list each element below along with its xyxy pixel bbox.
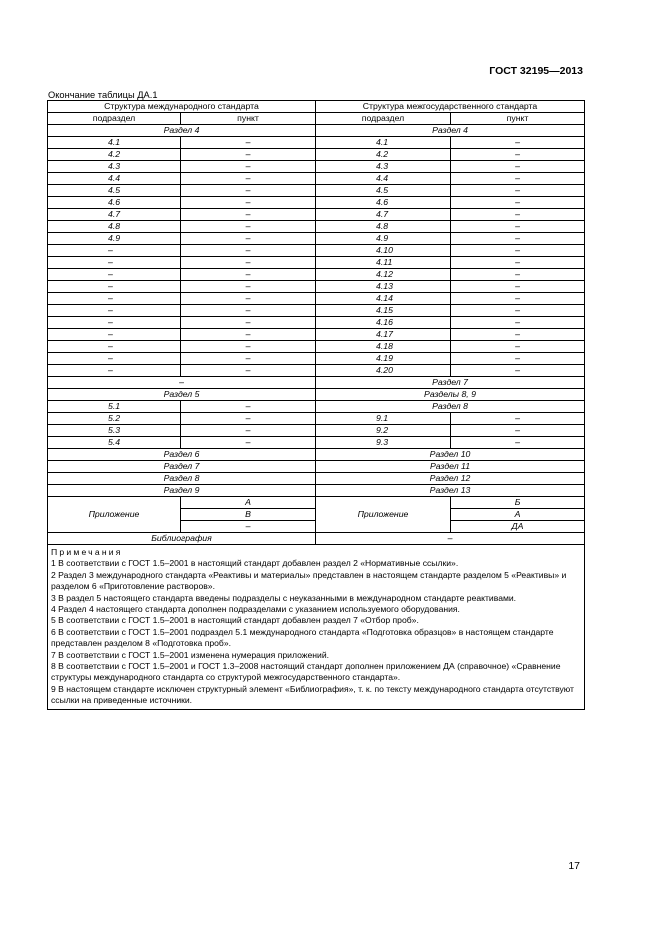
- inter-point-cell: –: [451, 185, 585, 197]
- inter-point-cell: –: [451, 293, 585, 305]
- inter-sub-cell: 4.16: [316, 317, 451, 329]
- table-caption: Окончание таблицы ДА.1: [48, 90, 158, 100]
- section-cell: Раздел 8: [316, 401, 585, 413]
- section-cell: Раздел 7: [48, 461, 316, 473]
- inter-sub-cell: 4.11: [316, 257, 451, 269]
- inter-sub-cell: 4.14: [316, 293, 451, 305]
- intl-point-cell: –: [181, 317, 316, 329]
- note-item: 7 В соответствии с ГОСТ 1.5–2001 изменена нумерация приложений.: [51, 649, 330, 660]
- inter-sub-cell: 4.18: [316, 341, 451, 353]
- table-row: [48, 185, 585, 197]
- intl-point-cell: –: [181, 269, 316, 281]
- inter-sub-cell: 4.19: [316, 353, 451, 365]
- section-cell: Разделы 8, 9: [316, 389, 585, 401]
- inter-sub-cell: 9.1: [316, 413, 451, 425]
- inter-sub-cell: 4.7: [316, 209, 451, 221]
- intl-appendix-cell: –: [181, 521, 316, 533]
- intl-sub-cell: 4.1: [48, 137, 181, 149]
- table-row: [48, 461, 585, 473]
- inter-sub-cell: 4.1: [316, 137, 451, 149]
- inter-sub-cell: 4.8: [316, 221, 451, 233]
- header-row: [48, 101, 585, 113]
- intl-sub-cell: –: [48, 317, 181, 329]
- inter-sub-cell: 4.10: [316, 245, 451, 257]
- inter-structure-header: Структура межгосударственного стандарта: [316, 101, 585, 113]
- intl-point-cell: –: [181, 185, 316, 197]
- inter-point-cell: –: [451, 233, 585, 245]
- note-item: 4 Раздел 4 настоящего стандарта дополнен подразделами с указанием используемого оборудования.: [51, 604, 460, 615]
- intl-point-cell: –: [181, 233, 316, 245]
- table-row: [48, 209, 585, 221]
- table-row: [48, 293, 585, 305]
- inter-point-cell: –: [451, 209, 585, 221]
- inter-point-cell: –: [451, 269, 585, 281]
- inter-point-cell: –: [451, 137, 585, 149]
- table-row: [48, 449, 585, 461]
- intl-point-cell: –: [181, 437, 316, 449]
- table-row: [48, 533, 585, 545]
- inter-point-cell: –: [451, 197, 585, 209]
- table-row: [48, 269, 585, 281]
- intl-point-cell: –: [181, 401, 316, 413]
- section-cell: Раздел 9: [48, 485, 316, 497]
- inter-point-cell: –: [451, 281, 585, 293]
- intl-sub-cell: 4.7: [48, 209, 181, 221]
- notes-row: [48, 545, 585, 710]
- appendix-row: [48, 497, 585, 509]
- table-row: [48, 197, 585, 209]
- intl-sub-cell: 4.2: [48, 149, 181, 161]
- intl-sub-cell: 5.2: [48, 413, 181, 425]
- table-row: [48, 257, 585, 269]
- section-cell: Раздел 7: [316, 377, 585, 389]
- intl-point-header: пункт: [181, 113, 316, 125]
- section-cell: Раздел 13: [316, 485, 585, 497]
- inter-point-cell: –: [451, 149, 585, 161]
- inter-sub-cell: 4.20: [316, 365, 451, 377]
- section-cell: Раздел 8: [48, 473, 316, 485]
- inter-point-cell: –: [451, 425, 585, 437]
- note-item: 3 В раздел 5 настоящего стандарта введены подразделы с неуказанными в международном стандарте реактивами.: [51, 592, 517, 603]
- note-item: 8 В соответствии с ГОСТ 1.5–2001 и ГОСТ 1.3–2008 настоящий стандарт дополнен приложением ДА (справочное) «Сравнение структуры международного стандарта со структурой межгосударственного стандарта».: [51, 661, 561, 683]
- inter-appendix-cell: А: [451, 509, 585, 521]
- table-row: [48, 413, 585, 425]
- intl-sub-cell: 5.3: [48, 425, 181, 437]
- inter-point-cell: –: [451, 161, 585, 173]
- inter-sub-header: подраздел: [316, 113, 451, 125]
- section-cell: Раздел 5: [48, 389, 316, 401]
- inter-point-cell: –: [451, 257, 585, 269]
- intl-sub-cell: 4.4: [48, 173, 181, 185]
- appendix-label: Приложение: [316, 497, 451, 533]
- intl-point-cell: –: [181, 413, 316, 425]
- intl-sub-cell: –: [48, 257, 181, 269]
- notes-title: Примечания: [51, 547, 123, 557]
- intl-sub-cell: –: [48, 329, 181, 341]
- inter-point-cell: –: [451, 317, 585, 329]
- appendix-label: Приложение: [48, 497, 181, 533]
- inter-sub-cell: 4.12: [316, 269, 451, 281]
- intl-sub-cell: 4.8: [48, 221, 181, 233]
- notes-list: [51, 558, 581, 706]
- inter-point-cell: –: [451, 413, 585, 425]
- table-row: [48, 377, 585, 389]
- intl-sub-cell: 4.6: [48, 197, 181, 209]
- document-number: ГОСТ 32195—2013: [489, 65, 583, 77]
- intl-point-cell: –: [181, 173, 316, 185]
- bibliography-cell: Библиография: [48, 533, 316, 545]
- inter-point-cell: –: [451, 245, 585, 257]
- inter-appendix-cell: ДА: [451, 521, 585, 533]
- inter-point-cell: –: [451, 173, 585, 185]
- section-cell: Раздел 4: [316, 125, 585, 137]
- inter-sub-cell: 4.9: [316, 233, 451, 245]
- intl-point-cell: –: [181, 161, 316, 173]
- inter-sub-cell: 9.2: [316, 425, 451, 437]
- subheader-row: [48, 113, 585, 125]
- inter-point-header: пункт: [451, 113, 585, 125]
- section-cell: Раздел 10: [316, 449, 585, 461]
- table-row: [48, 473, 585, 485]
- inter-point-cell: –: [451, 437, 585, 449]
- table-row: [48, 485, 585, 497]
- intl-sub-cell: –: [48, 281, 181, 293]
- intl-point-cell: –: [181, 353, 316, 365]
- intl-point-cell: –: [181, 209, 316, 221]
- intl-sub-cell: –: [48, 269, 181, 281]
- intl-point-cell: –: [181, 221, 316, 233]
- table-row: [48, 341, 585, 353]
- section-cell: Раздел 4: [48, 125, 316, 137]
- intl-structure-header: Структура международного стандарта: [48, 101, 316, 113]
- inter-sub-cell: 4.2: [316, 149, 451, 161]
- note-item: 2 Раздел 3 международного стандарта «Реактивы и материалы» представлен в настоящем стандарте разделом 5 «Реактивы» и разделом 6 «Приготовление растворов».: [51, 569, 567, 592]
- table-row: [48, 305, 585, 317]
- intl-sub-cell: –: [48, 305, 181, 317]
- intl-sub-cell: 4.9: [48, 233, 181, 245]
- bibliography-cell: –: [316, 533, 585, 545]
- intl-sub-cell: –: [48, 353, 181, 365]
- section-cell: –: [48, 377, 316, 389]
- table-row: [48, 329, 585, 341]
- intl-point-cell: –: [181, 137, 316, 149]
- table-row: [48, 389, 585, 401]
- note-item: 5 В соответствии с ГОСТ 1.5–2001 в настоящий стандарт добавлен раздел 7 «Отбор проб».: [51, 615, 419, 626]
- intl-sub-header: подраздел: [48, 113, 181, 125]
- inter-sub-cell: 4.6: [316, 197, 451, 209]
- intl-appendix-cell: A: [181, 497, 316, 509]
- table-row: [48, 281, 585, 293]
- inter-sub-cell: 4.3: [316, 161, 451, 173]
- intl-sub-cell: –: [48, 365, 181, 377]
- intl-sub-cell: –: [48, 293, 181, 305]
- intl-point-cell: –: [181, 245, 316, 257]
- intl-sub-cell: 4.3: [48, 161, 181, 173]
- table-row: [48, 353, 585, 365]
- section-cell: Раздел 12: [316, 473, 585, 485]
- inter-sub-cell: 4.15: [316, 305, 451, 317]
- intl-point-cell: –: [181, 197, 316, 209]
- inter-sub-cell: 9.3: [316, 437, 451, 449]
- intl-point-cell: –: [181, 341, 316, 353]
- intl-point-cell: –: [181, 293, 316, 305]
- intl-sub-cell: 5.1: [48, 401, 181, 413]
- inter-point-cell: –: [451, 329, 585, 341]
- section-cell: Раздел 6: [48, 449, 316, 461]
- table-row: [48, 137, 585, 149]
- table-row: [48, 173, 585, 185]
- inter-sub-cell: 4.17: [316, 329, 451, 341]
- table-row: [48, 401, 585, 413]
- intl-sub-cell: –: [48, 341, 181, 353]
- table-row: [48, 425, 585, 437]
- table-row: [48, 149, 585, 161]
- intl-point-cell: –: [181, 329, 316, 341]
- note-item: 1 В соответствии с ГОСТ 1.5–2001 в настоящий стандарт добавлен раздел 2 «Нормативные ссылки».: [51, 558, 459, 569]
- intl-appendix-cell: B: [181, 509, 316, 521]
- table-row: [48, 161, 585, 173]
- note-item: 6 В соответствии с ГОСТ 1.5–2001 подраздел 5.1 международного стандарта «Подготовка образцов» в настоящем стандарте представлен разделом 8 «Подготовка проб».: [51, 626, 554, 649]
- section-cell: Раздел 11: [316, 461, 585, 473]
- intl-point-cell: –: [181, 281, 316, 293]
- intl-point-cell: –: [181, 305, 316, 317]
- table-row: [48, 221, 585, 233]
- inter-appendix-cell: Б: [451, 497, 585, 509]
- note-item: 9 В настоящем стандарте исключен структурный элемент «Библиография», т. к. по тексту международного стандарта отсутствуют ссылки на приведенные источники.: [51, 683, 574, 706]
- table-row: [48, 317, 585, 329]
- table-row: [48, 437, 585, 449]
- inter-point-cell: –: [451, 365, 585, 377]
- table-row: [48, 125, 585, 137]
- table-row: [48, 365, 585, 377]
- table-row: [48, 233, 585, 245]
- intl-point-cell: –: [181, 425, 316, 437]
- inter-point-cell: –: [451, 341, 585, 353]
- table-row: [48, 245, 585, 257]
- intl-sub-cell: 5.4: [48, 437, 181, 449]
- intl-sub-cell: 4.5: [48, 185, 181, 197]
- inter-point-cell: –: [451, 221, 585, 233]
- intl-point-cell: –: [181, 365, 316, 377]
- inter-point-cell: –: [451, 353, 585, 365]
- intl-point-cell: –: [181, 257, 316, 269]
- intl-point-cell: –: [181, 149, 316, 161]
- structure-comparison-table: [47, 100, 585, 710]
- inter-sub-cell: 4.13: [316, 281, 451, 293]
- page-number: 17: [568, 860, 580, 872]
- inter-point-cell: –: [451, 305, 585, 317]
- inter-sub-cell: 4.4: [316, 173, 451, 185]
- notes-cell: [48, 545, 585, 710]
- intl-sub-cell: –: [48, 245, 181, 257]
- inter-sub-cell: 4.5: [316, 185, 451, 197]
